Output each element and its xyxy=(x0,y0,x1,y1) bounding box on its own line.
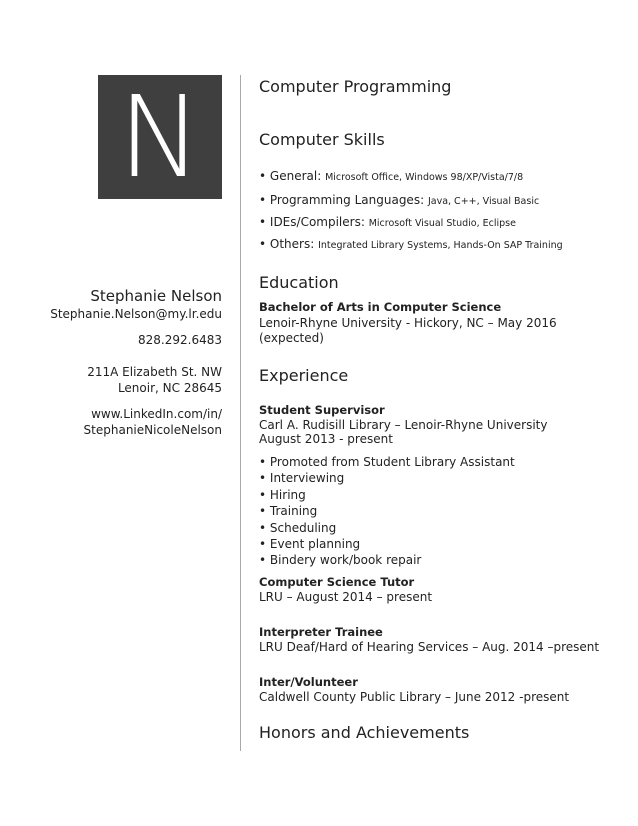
website-line-1[interactable]: www.LinkedIn.com/in/ xyxy=(91,407,222,421)
job-title: Student Supervisor xyxy=(259,403,385,417)
contact-name: Stephanie Nelson xyxy=(90,287,222,305)
column-divider xyxy=(240,75,241,751)
job-title: Inter/Volunteer xyxy=(259,675,358,689)
skill-detail: Microsoft Office, Windows 98/XP/Vista/7/8 xyxy=(325,172,524,183)
bullet: • xyxy=(259,193,267,207)
bullet: • xyxy=(259,237,267,251)
bullet: • xyxy=(259,215,267,229)
education-school: Lenoir-Rhyne University - Hickory, NC – May 2016 xyxy=(259,316,557,330)
skill-label: IDEs/Compilers: xyxy=(269,215,365,229)
job-duties-list xyxy=(259,454,619,569)
skill-item xyxy=(259,193,619,207)
skill-detail: Java, C++, Visual Basic xyxy=(427,196,540,207)
bullet: • xyxy=(259,169,267,183)
monogram-logo xyxy=(98,73,222,203)
address-line-2: Lenoir, NC 28645 xyxy=(117,381,222,395)
degree-title: Bachelor of Arts in Computer Science xyxy=(259,300,502,314)
contact-phone: 828.292.6483 xyxy=(138,333,222,347)
address-line-1: 211A Elizabeth St. NW xyxy=(87,365,222,379)
job-title: Computer Science Tutor xyxy=(259,575,415,589)
skill-label: Others: xyxy=(269,237,315,251)
job-employer: LRU Deaf/Hard of Hearing Services – Aug. 2014 –present xyxy=(259,640,600,654)
list-item: • Bindery work/book repair xyxy=(259,553,422,568)
objective-heading: Computer Programming xyxy=(259,77,452,96)
job-employer: Carl A. Rudisill Library – Lenoir-Rhyne University xyxy=(259,418,548,432)
education-expected: (expected) xyxy=(259,331,324,345)
job-employer: LRU – August 2014 – present xyxy=(259,590,433,604)
contact-email[interactable]: Stephanie.Nelson@my.lr.edu xyxy=(50,307,222,321)
job-title: Interpreter Trainee xyxy=(259,625,383,639)
education-heading: Education xyxy=(259,273,339,292)
skill-item xyxy=(259,169,619,183)
contact-website[interactable] xyxy=(84,406,222,438)
skill-item xyxy=(259,215,619,229)
job-employer: Caldwell County Public Library – June 2012 -present xyxy=(259,690,570,704)
list-item: • Training xyxy=(259,504,318,519)
list-item: • Scheduling xyxy=(259,520,337,535)
experience-heading: Experience xyxy=(259,366,349,385)
list-item: • Interviewing xyxy=(259,471,345,486)
monogram-letter: N xyxy=(118,73,202,203)
skill-detail: Integrated Library Systems, Hands-On SAP Training xyxy=(318,240,563,251)
skill-detail: Microsoft Visual Studio, Eclipse xyxy=(368,218,516,229)
skill-item xyxy=(259,237,619,251)
skill-label: General: xyxy=(269,169,322,183)
list-item: • Promoted from Student Library Assistant xyxy=(259,455,515,469)
honors-heading: Honors and Achievements xyxy=(259,723,470,742)
skills-heading: Computer Skills xyxy=(259,130,385,149)
list-item: • Event planning xyxy=(259,537,361,552)
skill-label: Programming Languages: xyxy=(269,193,425,207)
list-item: • Hiring xyxy=(259,487,306,502)
contact-address xyxy=(87,364,222,396)
job-dates: August 2013 - present xyxy=(259,432,393,446)
website-line-2[interactable]: StephanieNicoleNelson xyxy=(83,423,222,437)
